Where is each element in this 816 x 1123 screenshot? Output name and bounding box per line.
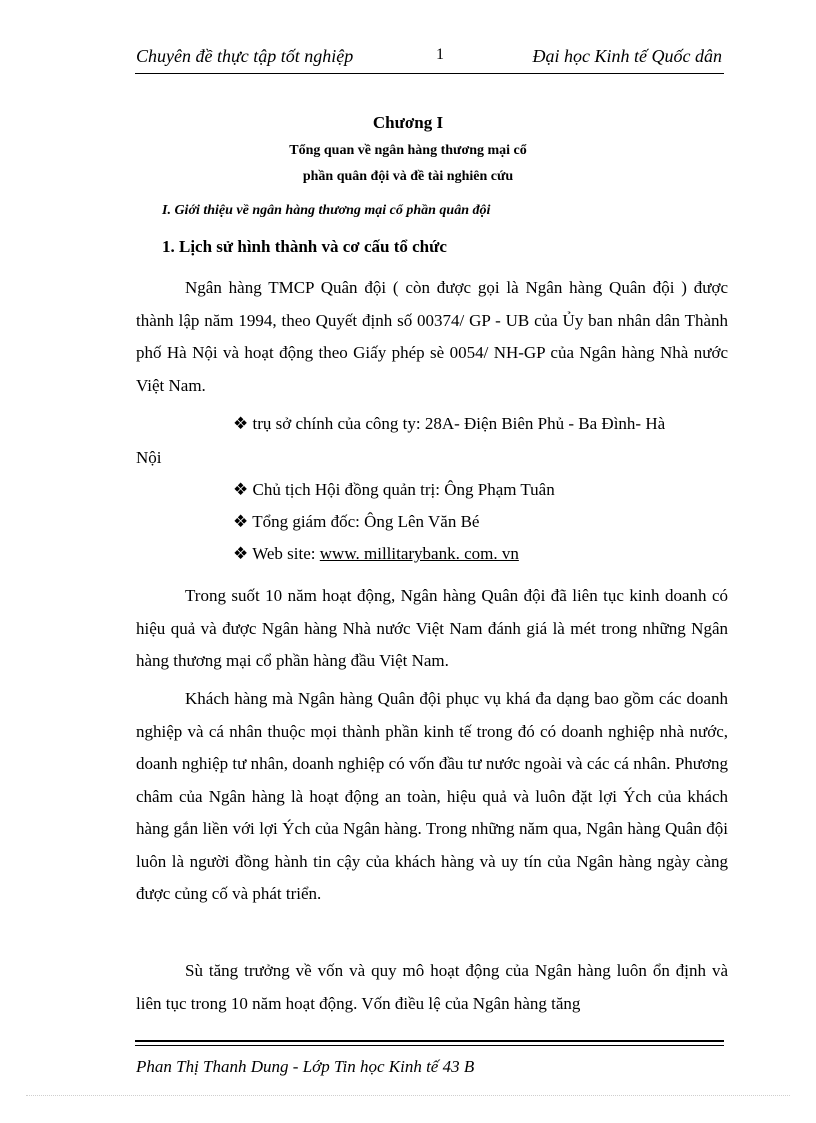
bullet-hq (233, 414, 728, 434)
chapter-subtitle-line1: Tổng quan về ngân hàng thương mại cổ (289, 143, 527, 158)
website-label: Web site: (252, 544, 316, 563)
website-link[interactable]: www. millitarybank. com. vn (319, 544, 519, 563)
bullet-chairman-text: Chủ tịch Hội đồng quản trị: Ông Phạm Tuân (252, 480, 555, 499)
bullet-glyph: ❖ (233, 544, 249, 563)
bullet-director-text: Tổng giám đốc: Ông Lên Văn Bé (252, 512, 480, 531)
header-left-title: Chuyên đề thực tập tốt nghiệp (136, 46, 354, 66)
bullet-hq-continuation: Nội (136, 448, 162, 467)
bullet-website (233, 544, 519, 564)
bullet-glyph: ❖ (233, 512, 249, 531)
chapter-title: Chương I (372, 113, 444, 132)
bullet-glyph: ❖ (233, 414, 249, 433)
page-number: 1 (436, 46, 444, 63)
footer-rule-thick (135, 1040, 724, 1042)
bullet-hq-text: trụ sở chính của công ty: 28A- Điện Biên Phủ - Ba Đình- Hà (252, 414, 666, 433)
bullet-director (233, 512, 479, 532)
section-1-heading: 1. Lịch sử hình thành và cơ cấu tổ chức (162, 237, 447, 256)
page-edge-dots (26, 1095, 790, 1096)
section-i-heading: I. Giới thiệu về ngân hàng thương mại cổ phần quân đội (162, 203, 491, 218)
chapter-subtitle-line2: phần quân đội và đề tài nghiên cứu (302, 169, 514, 184)
bullet-glyph: ❖ (233, 480, 249, 499)
paragraph-1: Ngân hàng TMCP Quân đội ( còn được gọi là Ngân hàng Quân đội ) được thành lập năm 1994, theo Quyết định số 00374/ GP - UB của Ủy ban nhân dân Thành phố Hà Nội và hoạt động theo Giấy phép sè 0054/ NH-GP của Ngân hàng Nhà nước Việt Nam. (136, 278, 728, 395)
paragraph-4: Sù tăng trưởng về vốn và quy mô hoạt động của Ngân hàng luôn ổn định và liên tục trong 10 năm hoạt động. Vốn điều lệ của Ngân hàng tăng (136, 961, 728, 1013)
footer-rule-thin (135, 1045, 724, 1046)
header-rule (135, 73, 724, 74)
paragraph-3: Khách hàng mà Ngân hàng Quân đội phục vụ khá đa dạng bao gồm các doanh nghiệp và cá nhân thuộc mọi thành phần kinh tế trong đó có doanh nghiệp nhà nước, doanh nghiệp tư nhân, doanh nghiệp có vốn đầu tư nước ngoài và các cá nhân. Phương châm của Ngân hàng là hoạt động an toàn, hiệu quả và luôn đặt lợi Ých của khách hàng gắn liền với lợi Ých của Ngân hàng. Trong những năm qua, Ngân hàng Quân đội luôn là người đồng hành tin cậy của khách hàng và uy tín của Ngân hàng ngày càng được củng cố và phát triển. (136, 689, 728, 903)
header-right-title: Đại học Kinh tế Quốc dân (532, 46, 722, 66)
bullet-chairman (233, 480, 555, 500)
paragraph-2: Trong suốt 10 năm hoạt động, Ngân hàng Quân đội đã liên tục kinh doanh có hiệu quả và được Ngân hàng Nhà nước Việt Nam đánh giá là mét trong những Ngân hàng thương mại cổ phần hàng đầu Việt Nam. (136, 586, 728, 670)
footer-author: Phan Thị Thanh Dung - Lớp Tin học Kinh tế 43 B (136, 1057, 475, 1076)
